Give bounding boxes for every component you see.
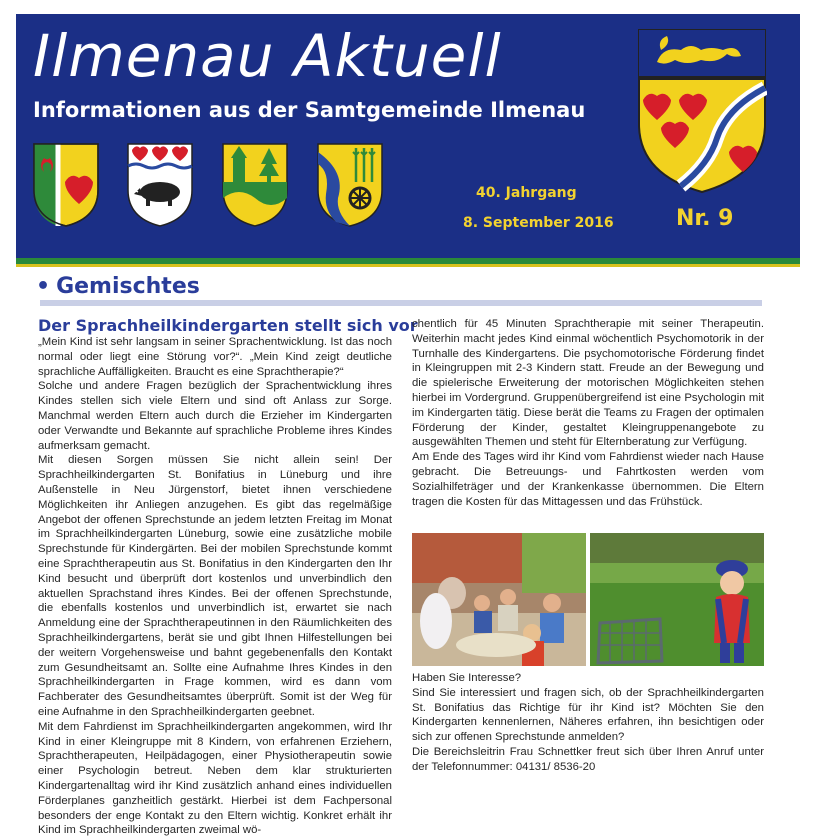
section-title-text: Gemischtes (56, 274, 200, 299)
section-title (36, 274, 200, 299)
masthead-title: Ilmenau Aktuell (33, 22, 502, 90)
bullet-icon: • (36, 274, 51, 299)
volume-year: 40. Jahrgang (476, 185, 577, 201)
masthead-subtitle: Informationen aus der Samtgemeinde Ilmenau (33, 98, 586, 122)
paragraph: Am Ende des Tages wird ihr Kind vom Fahrdienst wieder nach Hause gebracht. Die Betreuungs- und Fahrtkosten werden vom Sozialhilfeträger und der Krankenkasse übernommen. Die Eltern tragen die Kosten für das Mittagessen und das Frühstück. (412, 451, 764, 508)
children-group-photo (412, 533, 586, 666)
article-column-left (38, 335, 392, 838)
child-playground-photo (590, 533, 764, 666)
lion-hearts-crest-icon (637, 28, 767, 194)
article-closing (412, 671, 764, 775)
wheat-wheel-crest-icon (316, 142, 384, 228)
article-column-right (412, 317, 764, 509)
paragraph: Solche und andere Fragen bezüglich der Sprachentwicklung ihres Kindes stellen sich viele Eltern und sind oft Anlass zur Sorge. Manchmal werden Eltern auch durch die Erzieher im Kindergarten oder Verwandte und Bekannte auf sprachliche Probleme ihres Kindes aufmerksam gemacht. (38, 380, 392, 452)
issue-number: Nr. 9 (676, 206, 734, 231)
paragraph: chentlich für 45 Minuten Sprachtherapie mit seiner Therapeutin. Weiterhin macht jedes Kind einmal wöchentlich Psychomotorik in der Turnhalle des Kindergartens. Die psychomotorische Förderung findet in Kleingruppen mit 2-3 Kindern statt. Freude an der Bewegung und die spielerische Erweiterung der motorischen Möglichkeiten stehen hierbei im Vordergrund. Gruppenübergreifend ist eine Psychologin mit im Kindergarten tätig. Diese berät die Teams zu Fragen der optimalen Förderung der Kinder, gestaltet Kleingruppenangebote zu ausgewählten Themen und steht für Elternberatung zur Verfügung. (412, 318, 764, 449)
paragraph: „Mein Kind ist sehr langsam in seiner Sprachentwicklung. Ist das noch normal oder liegt eine Störung vor?“. „Mein Kind zeigt deutliche sprachliche Auffälligkeiten. Braucht es eine Sprachtherapie?“ (38, 336, 392, 378)
article-title: Der Sprachheilkindergarten stellt sich vor (38, 316, 418, 335)
paragraph: Sind Sie interessiert und fragen sich, ob der Sprachheilkindergarten St. Bonifatius das Richtige für ihr Kind ist? Möchten Sie den Kindergarten kennenlernen, Näheres erfahren, ihn besichtigen oder sich zur offenen Sprechstunde anmelden? (412, 686, 764, 744)
tower-tree-crest-icon (221, 142, 289, 228)
closing-heading: Haben Sie Interesse? (412, 672, 522, 684)
hearts-boar-crest-icon (126, 142, 194, 228)
lily-heart-crest-icon (32, 142, 100, 228)
issue-date: 8. September 2016 (463, 215, 614, 231)
banner-stripe-yellow (16, 264, 800, 267)
paragraph: Mit dem Fahrdienst im Sprachheilkindergarten angekommen, wird Ihr Kind in einer Kleingruppe mit 8 Kindern, von erfahrenen Erziehern, Sprachtherapeuten, Heilpädagogen, einer Physiotherapeutin sowie einer Psychologin betreut. Neben dem klar strukturierten Kindergartenalltag wird ihr Kind zusätzlich anhand eines individuellen Förderplanes ganzheitlich gestärkt. Hierbei ist dem Fachpersonal besonders der enge Kontakt zu den Eltern wichtig. Konkret erhält ihr Kind im Sprachheilkindergarten zweimal wö- (38, 720, 392, 837)
paragraph: Die Bereichsleitrin Frau Schnettker freut sich über Ihren Anruf unter der Telefonnummer: 04131/ 8536-20 (412, 745, 764, 773)
paragraph: Mit diesen Sorgen müssen Sie nicht allein sein! Der Sprachheilkindergarten St. Bonifatius in Lüneburg und ihre Außenstelle in Neu Jürgenstorf, bietet ihnen verschiedene Möglichkeiten ihr Anliegen anzugehen. Es gibt das regelmäßige Angebot der offenen Sprechstunde an jedem letzten Freitag im Monat im Sprachheilkindergarten Lüneburg, sowie eine zusätzliche mobile Sprechstunde für Kindergärten. Bei der mobilen Sprechstunde kommt eine Sprachtherapeutin aus St. Bonifatius in den Kindergarten den Ihr Kind besucht und überprüft dort kostenlos und unverbindlich den aktuellen Sprachstand ihres Kindes. Bei der offenen Sprechstunde, die ebenfalls kostenlos und unverbindlich ist, erwartet sie nach Anmeldung eine der Sprachtherapeutinnen in den Räumlichkeiten des Sprachheilkindergartens, berät sie und gibt Ihnen Hilfestellungen bei der weitern Vorgehensweise und bahnt gegebenenfalls den Kontakt zum Gesundheitsamt an. Sollte eine Aufnahme Ihres Kindes in den Sprachheilkindergarten in Frage kommen, wird es dann vom Fachberater des Gesundheitsamtes überprüft. Somit ist der Weg für eine Aufnahme in den Sprachheilkindergarten geebnet. (38, 454, 392, 718)
section-rule (40, 300, 762, 306)
